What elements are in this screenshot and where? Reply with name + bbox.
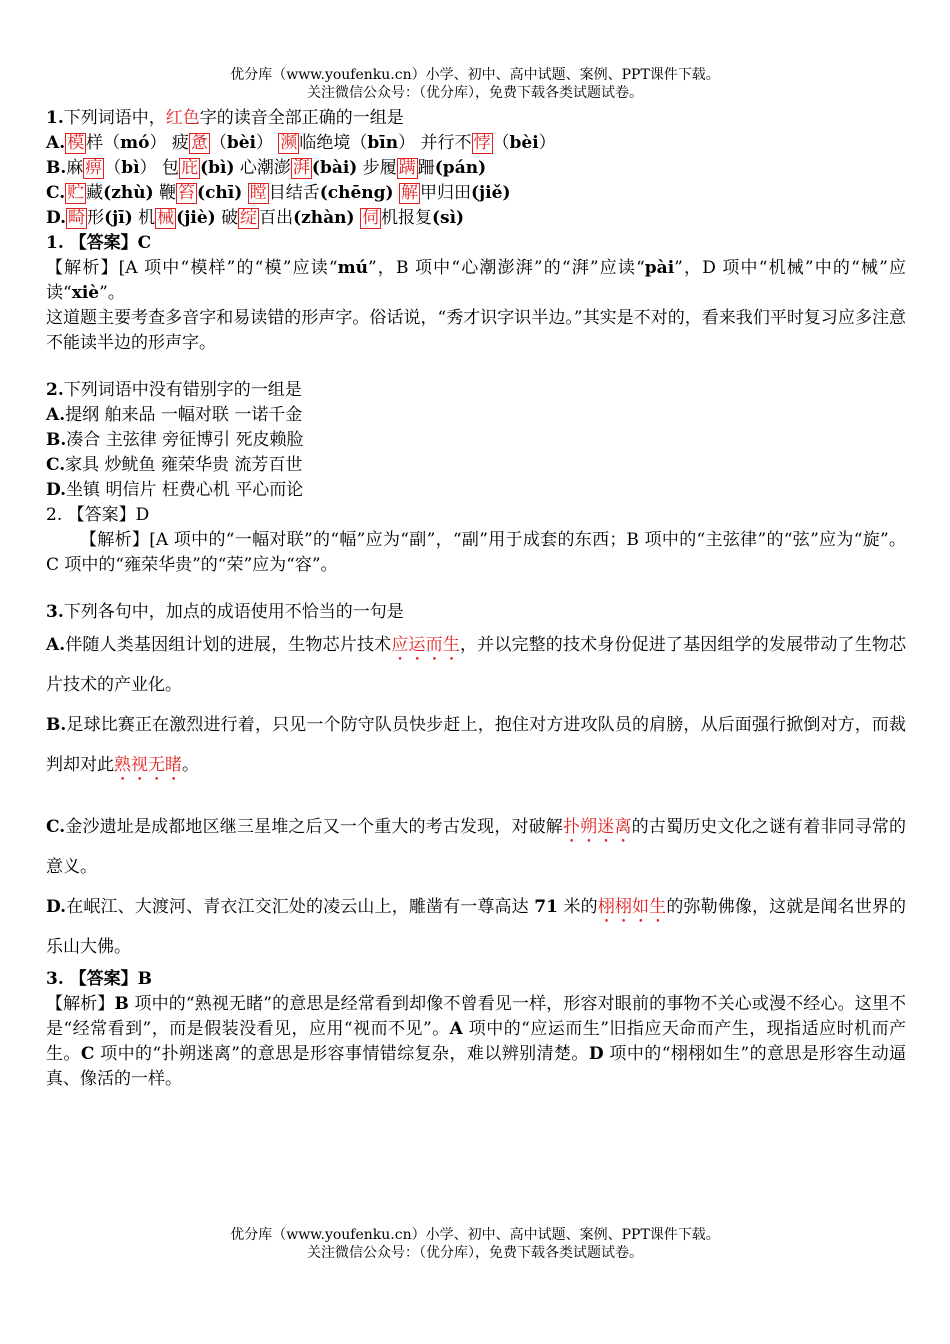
q1-option-d: D. 畸 形(jī) 机 械 (jiè) 破 绽 百出(zhàn) 伺 机报复(sì) bbox=[46, 208, 465, 228]
dotted-idiom: 扑朔迷离 bbox=[562, 817, 632, 837]
q3-option-a: A.伴随人类基因组计划的进展，生物芯片技术应运而生，并以完整的技术身份促进了基因组学的发展带动了生物芯片技术的产业化。 bbox=[46, 635, 907, 695]
q3-option-c: C.金沙遗址是成都地区继三星堆之后又一个重大的考古发现，对破解扑朔迷离的古蜀历史文化之谜有着非同寻常的意义。 bbox=[46, 817, 907, 877]
footer-line-1: 优分库（www.youfenku.cn）小学、初中、高中试题、案例、PPT课件下载。 bbox=[230, 1227, 720, 1243]
q3-option-b: B.足球比赛正在激烈进行着，只见一个防守队员快步赶上，抱住对方进攻队员的肩膀，从后面强行掀倒对方，而裁判却对此熟视无睹。 bbox=[46, 715, 906, 775]
footer-line-2: 关注微信公众号：（优分库），免费下载各类试题试卷。 bbox=[307, 1245, 643, 1261]
q1-option-c: C. 贮 藏(zhù) 鞭 笞 (chī) 瞠 目结舌(chēng) 解 甲归田(jiě) bbox=[46, 183, 511, 203]
q1-option-a: A. 模 样（mó） 疲 惫 （bèi） 濒 临绝境（bīn） 并行不 悖 （bèi） bbox=[46, 133, 556, 153]
document-body bbox=[46, 106, 906, 1092]
header-line-1: 优分库（www.youfenku.cn）小学、初中、高中试题、案例、PPT课件下载。 bbox=[230, 67, 720, 83]
q3-analysis: 【解析】B 项中的“熟视无睹”的意思是经常看到却像不曾看见一样，形容对眼前的事物不关心或漫不经心。这里不是“经常看到”，而是假装没看见，应用“视而不见”。A 项中的“应运而生”旧指应天命而产生，现指适应时机而产生。C 项中的“扑朔迷离”的意思是形容事情错综复杂，难以辨别清楚。D 项中的“栩栩如生”的意思是形容生动逼真、像活的一样。 bbox=[46, 994, 906, 1089]
q1-answer: 1. 【答案】C bbox=[46, 233, 152, 253]
q3-answer: 3. 【答案】B bbox=[46, 969, 153, 989]
q1-option-b: B.麻 痹 （bì） 包 庇 (bì) 心潮澎 湃 (bài) 步履 蹒 跚(pán) bbox=[46, 158, 487, 178]
dotted-idiom: 栩栩如生 bbox=[597, 897, 667, 917]
q1-analysis: 【解析】[A 项中“模样”的“模”应读“mú”，B 项中“心潮澎湃”的“湃”应读“pài”，D 项中“机械”中的“械”应读“xiè”。 bbox=[46, 258, 906, 303]
header-line-2: 关注微信公众号：（优分库），免费下载各类试题试卷。 bbox=[307, 85, 643, 101]
page-footer bbox=[0, 1226, 950, 1262]
q2-analysis: 【解析】[A 项中的“一幅对联”的“幅”应为“副”，“副”用于成套的东西；B 项中的“主弦律”的“弦”应为“旋”。 C 项中的“雍荣华贵”的“荣”应为“容”。 bbox=[46, 530, 907, 575]
q2-option-c: C.家具 炒鱿鱼 雍荣华贵 流芳百世 bbox=[46, 455, 303, 475]
q1-stem: 1.下列词语中，红色字的读音全部正确的一组是 bbox=[46, 108, 404, 128]
q2-stem: 2.下列词语中没有错别字的一组是 bbox=[46, 380, 302, 400]
q2-answer: 2. 【答案】D bbox=[46, 505, 150, 525]
dotted-idiom: 熟视无睹 bbox=[114, 755, 182, 775]
q2-option-a: A.提纲 舶来品 一幅对联 一诺千金 bbox=[46, 405, 303, 425]
q1-analysis-note: 这道题主要考查多音字和易读错的形声字。俗话说，“秀才识字识半边。”其实是不对的，看来我们平时复习应多注意不能读半边的形声字。 bbox=[46, 308, 906, 353]
q2-option-b: B.凑合 主弦律 旁征博引 死皮赖脸 bbox=[46, 430, 304, 450]
q3-option-d: D.在岷江、大渡河、青衣江交汇处的凌云山上，雕凿有一尊高达 71 米的栩栩如生的弥勒佛像，这就是闻名世界的乐山大佛。 bbox=[46, 897, 907, 957]
q3-stem: 3.下列各句中，加点的成语使用不恰当的一句是 bbox=[46, 602, 404, 622]
page-header bbox=[0, 66, 950, 102]
q2-option-d: D.坐镇 明信片 枉费心机 平心而论 bbox=[46, 480, 304, 500]
dotted-idiom: 应运而生 bbox=[391, 635, 460, 655]
